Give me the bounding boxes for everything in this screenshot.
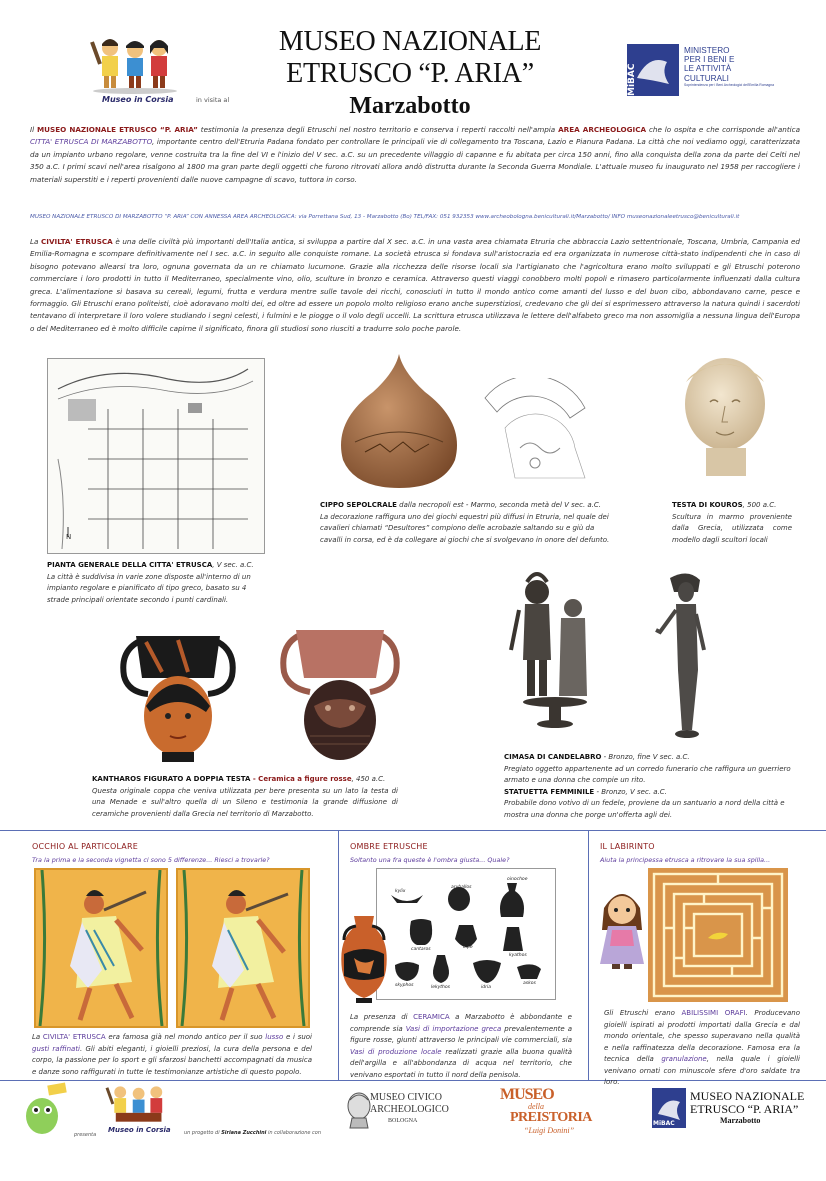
project-credit-suffix: in collaborazione con <box>266 1130 322 1136</box>
vase-shadow[interactable] <box>517 964 541 979</box>
vase-shadow[interactable] <box>455 925 477 947</box>
mibac-badge-text: MiBAC <box>627 63 637 96</box>
game3-text-part: . Producevano gioielli ispirati ai prodotti importati dalla Grecia e dal mondo orientale, che spesso superavano nella qualità e nella raffinatezza della decorazione. Famosa era la tecnica della <box>604 1009 800 1063</box>
game2-text-part: La presenza di <box>350 1013 414 1021</box>
kantharos-sileno-photo <box>280 626 400 766</box>
etruscan-dancer-icon <box>178 870 308 1026</box>
ministry-name <box>684 46 804 88</box>
intro-museum-name: MUSEO NAZIONALE ETRUSCO “P. ARIA” <box>37 125 198 134</box>
game2-text-part: prevalentemente a figure rosse, giunti attraverso le principali vie commerciali, sia <box>350 1024 572 1044</box>
shadow-label-olpe: olpe <box>463 945 473 950</box>
preistoria-line1: MUSEO <box>500 1086 554 1103</box>
civico-line2: ARCHEOLOGICO <box>370 1104 449 1115</box>
project-author: Siriana Zucchini <box>221 1130 267 1136</box>
shadow-label-idria: idria <box>481 985 491 990</box>
footer-museo-corsia-logo <box>104 1080 174 1142</box>
game2-title: OMBRE ETRUSCHE <box>350 842 428 851</box>
kantharos-sileno-icon <box>280 626 400 766</box>
civico-line3: BOLOGNA <box>388 1118 418 1124</box>
cippo-text: La decorazione raffigura uno dei giochi equestri più diffusi in Etruria, nel quale dei cavalieri chiamati “Desultores” compiono delle acrobazie saltando su e giù da cavalli in corsa, ed è da collegare ai giochi che si svolgevano in onore del defunto. <box>320 512 610 544</box>
kouros-date: , 500 a.C. <box>742 501 777 509</box>
children-illustration-icon <box>104 1080 174 1128</box>
game1-text-part: e i suoi <box>283 1033 313 1041</box>
intro-citta-etrusca: CITTA' ETRUSCA DI MARZABOTTO <box>30 137 153 147</box>
pianta-title: PIANTA GENERALE DELLA CITTA' ETRUSCA <box>47 561 213 569</box>
shadow-label-oinochoe: oinochoe <box>507 877 528 882</box>
maze-grid-icon <box>648 868 788 1002</box>
amphora-icon <box>336 914 392 1004</box>
in-visita-label: in visita al <box>196 96 230 104</box>
game1-civilta: CIVILTA' ETRUSCA <box>42 1033 106 1041</box>
page-title-line2: ETRUSCO “P. ARIA” <box>286 58 534 89</box>
game2-vasi-greci: Vasi di importazione greca <box>405 1024 502 1033</box>
footer-name-line3: Marzabotto <box>720 1116 761 1125</box>
kantharos-text: Questa originale coppa che veniva utilizzata per bere presenta su un lato la testa di una Menade e sull'altro quella di un Sileno e testimonia la grande diffusione di ceramiche provenienti dalla Grecia nel territorio di Marzabotto. <box>92 786 398 818</box>
civico-line1: MUSEO CIVICO <box>370 1092 442 1103</box>
intro-text: Il <box>30 125 38 134</box>
footer-name-line2: ETRUSCO “P. ARIA” <box>690 1102 799 1116</box>
ministry-line4: CULTURALI <box>684 73 729 83</box>
green-mascot-icon <box>18 1082 68 1138</box>
preistoria-line4: “Luigi Donini” <box>524 1126 575 1135</box>
pianta-caption <box>47 560 269 606</box>
maze[interactable] <box>648 868 788 1002</box>
museo-civico-logo <box>344 1090 449 1140</box>
game3-text <box>604 1008 800 1089</box>
civilta-text: La <box>30 237 42 246</box>
ministry-line1: MINISTERO <box>684 46 730 55</box>
kouros-caption <box>672 500 792 546</box>
statuetta-title: STATUETTA FEMMINILE <box>504 787 595 796</box>
game3-granulazione: granulazione <box>661 1055 707 1063</box>
footer-mibac-logo <box>652 1088 686 1128</box>
game2-text-part: realizzati grazie alla buona qualità dell'argilla e all'abbondanza di acqua nel territorio, che venivano esportati in tutto il nord della penisola. <box>350 1047 572 1079</box>
civilta-paragraph <box>30 236 800 335</box>
game3-text-part: , nella quale i gioielli venivano ornati con minuscole sfere d'oro saldate tra loro. <box>604 1055 800 1086</box>
museum-info-line: MUSEO NAZIONALE ETRUSCO DI MARZABOTTO “P. ARIA” CON ANNESSA AREA ARCHEOLOGICA: via Porrettana Sud, 13 - Marzabotto (Bo) TEL/FAX: 051 932353 www.archeobologna.beniculturali.it/Marzabotto/ INFO museonazionaleetrusco@beniculturali.it <box>30 214 740 220</box>
banana-brooch-icon <box>708 933 728 940</box>
cimasa-photo <box>505 570 605 730</box>
page-subtitle: Marzabotto <box>349 93 471 119</box>
shadow-label-askos: askos <box>523 981 536 986</box>
project-credit-prefix: un progetto di <box>184 1130 222 1136</box>
intro-paragraph <box>30 124 800 186</box>
kouros-title: TESTA DI KOUROS <box>672 501 743 509</box>
statuetta-femminile-icon <box>648 570 718 740</box>
cippo-sepolcrale-icon <box>325 352 473 490</box>
game3-text-part: Gli Etruschi erano <box>604 1009 682 1017</box>
museo-in-corsia-logo <box>88 34 183 106</box>
ministry-line3: LE ATTIVITÀ <box>684 64 732 74</box>
column-divider <box>588 830 589 1080</box>
shadows-panel <box>376 868 556 1000</box>
etruscan-princess-icon <box>594 884 650 970</box>
preistoria-line3: PREISTORIA <box>510 1110 592 1125</box>
game1-text-part: era famosa già nel mondo antico per il suo <box>105 1033 266 1041</box>
footer-brand-caption: Museo in Corsia <box>108 1126 171 1134</box>
cimasa-statuetta-caption <box>504 752 794 821</box>
statuetta-photo <box>648 570 718 740</box>
footer-name-line1: MUSEO NAZIONALE <box>690 1089 805 1103</box>
vase-shadow[interactable] <box>448 887 470 911</box>
statuetta-text: Probabile dono votivo di un fedele, proviene da un santuario a nord della città e mostra una donna che porge un'offerta agli dei. <box>504 799 785 819</box>
game1-text <box>32 1032 312 1078</box>
kouros-text: Scultura in marmo proveniente dalla Grecia, utilizzata come modello dagli scultori locali <box>672 512 792 544</box>
intro-text: , importante centro dell'Etruria Padana fondato per controllare le principali vie di collegamento tra Toscana, Lazio e Pianura Padana. La città che noi vediamo oggi, caratterizzata da un impianto urbano regolare, venne costruita tra la fine del VI e l'inizio del V sec. a.C. su un precedente villaggio di capanne e fu abitata per circa 150 anni, fino alla conquista della zona da parte dei Celti nel 350 a.C. I primi scavi nell'area risalgono al 1800 ma gran parte degli oggetti che furono ritrovati allora andò distrutta durante la Seconda Guerra Mondiale. L'attuale museo fu inaugurato nel 1958 per raccogliere i materiali superstiti e i reperti provenienti dalle nuove campagne di scavo, tuttora in corso. <box>30 137 801 184</box>
cimasa-date: - Bronzo, fine V sec. a.C. <box>601 753 690 761</box>
shadow-label-skyphos: skyphos <box>395 983 414 988</box>
pianta-date: , V sec. a.C. <box>212 561 254 569</box>
cimasa-title: CIMASA DI CANDELABRO <box>504 753 602 761</box>
shadow-label-kylix: kylix <box>395 889 406 894</box>
shadow-label-lekythos: lekythos <box>431 985 451 990</box>
page-title-line1: MUSEO NAZIONALE <box>278 26 542 57</box>
section-divider <box>0 830 826 831</box>
game2-text-part: a Marzabotto è abbondante e comprende sia <box>350 1013 572 1033</box>
presenta-label: presenta <box>74 1132 97 1138</box>
game2-vasi-locali: Vasi di produzione locale <box>350 1047 442 1056</box>
cippo-decoration-drawing-icon <box>475 378 593 488</box>
ministry-line2: PER I BENI E <box>684 55 735 65</box>
intro-text: testimonia la presenza degli Etruschi nel nostro territorio e conserva i reperti raccolti nell'ampia <box>197 125 559 134</box>
spot-difference-image-right[interactable] <box>176 868 310 1028</box>
game3-subtitle: Aiuta la principessa etrusca a ritrovare la sua spilla... <box>600 856 771 864</box>
game1-text-part: . Gli abiti eleganti, i gioielli preziosi, la cura della persona e del corpo, la passione per lo sport e gli sfarzosi banchetti accompagnati da musica e danze sono raffigurati in tutte le testimonianze artistiche di questo popolo. <box>32 1044 312 1076</box>
shadow-label-aryballos: aryballos <box>451 885 472 890</box>
cimasa-text: Pregiato oggetto appartenente ad un corredo funerario che raffigura un guerriero armato e una donna che compie un rito. <box>504 764 791 784</box>
princess-illustration <box>594 884 650 970</box>
city-plan-map <box>47 358 265 554</box>
children-illustration-icon <box>88 34 183 94</box>
game1-gusti: gusti raffinati <box>32 1044 81 1053</box>
vase-shadow[interactable] <box>391 895 423 903</box>
kouros-photo <box>676 352 774 480</box>
pianta-text: La città è suddivisa in varie zone disposte all'interno di un impianto regolare e pianificato di tipo greco, basato su 4 strade principali orientate secondo i punti cardinali. <box>47 572 251 604</box>
kantharos-date: , 450 a.C. <box>351 775 386 783</box>
intro-area-archeologica: AREA ARCHEOLOGICA <box>558 125 647 134</box>
red-figure-amphora <box>336 914 392 1004</box>
footer-mibac-text: MiBAC <box>653 1120 675 1127</box>
brand-caption: Museo in Corsia <box>102 95 174 104</box>
museo-preistoria-logo <box>498 1086 610 1142</box>
etruscan-dancer-icon <box>36 870 166 1026</box>
vase-shadow[interactable] <box>433 955 449 983</box>
shadow-label-kyathos: kyathos <box>509 953 527 958</box>
game2-subtitle: Soltanto una fra queste è l'ombra giusta... Quale? <box>350 856 510 864</box>
cippo-date: dalla necropoli est - Marmo, seconda metà del V sec. a.C. <box>396 501 602 509</box>
mibac-logo <box>627 44 679 96</box>
cippo-drawing <box>475 378 593 488</box>
cippo-caption <box>320 500 610 546</box>
game2-text <box>350 1012 572 1081</box>
statuetta-date: - Bronzo, V sec. a.C. <box>594 787 667 796</box>
kantharos-title: KANTHAROS FIGURATO A DOPPIA TESTA <box>92 775 251 783</box>
vase-shadow[interactable] <box>500 883 524 917</box>
game3-title: IL LABIRINTO <box>600 842 655 851</box>
vase-shadow[interactable] <box>473 960 501 983</box>
cimasa-candelabro-icon <box>505 570 605 730</box>
footer-museum-name <box>690 1090 810 1125</box>
game2-ceramica: CERAMICA <box>413 1013 450 1021</box>
civilta-heading: CIVILTA' ETRUSCA <box>41 237 113 246</box>
kouros-head-icon <box>676 352 774 480</box>
cippo-title: CIPPO SEPOLCRALE <box>320 501 397 509</box>
game1-lusso: lusso <box>265 1033 284 1041</box>
vase-shadow[interactable] <box>395 962 419 981</box>
vase-shadow[interactable] <box>410 919 432 945</box>
game1-text-part: La <box>32 1033 43 1041</box>
map-icon <box>48 359 264 553</box>
vase-shadow[interactable] <box>503 927 523 951</box>
kantharos-menade-photo <box>118 632 238 764</box>
ministry-subline: Soprintendenza per i Beni Archeologici dell'Emilia Romagna <box>684 82 774 87</box>
kantharos-caption <box>92 774 398 820</box>
game3-orafi: ABILISSIMI ORAFI <box>681 1009 746 1017</box>
preistoria-line2: della <box>528 1102 544 1111</box>
spot-difference-image-left[interactable] <box>34 868 168 1028</box>
intro-text: che lo ospita e che corrisponde all'antica <box>646 125 800 134</box>
kantharos-menade-icon <box>118 632 238 764</box>
cippo-photo <box>325 352 473 490</box>
sponsor-mascot-logo <box>18 1082 68 1138</box>
svg-text:N: N <box>66 533 72 541</box>
game1-subtitle: Tra la prima e la seconda vignetta ci sono 5 differenze... Riesci a trovarle? <box>32 856 270 864</box>
shadow-label-cantaros: cantaros <box>411 947 431 952</box>
kantharos-subtitle: - Ceramica a figure rosse <box>250 775 352 783</box>
civilta-text: è una delle civiltà più importanti dell'Italia antica, si sviluppa a partire dal X sec. a.C. in una vasta area chiamata Etruria che abbraccia Lazio settentrionale, Toscana, Umbria, Campania ed Emilia-Romagna e scompare definitivamente nel I sec. a.C. in seguito alle conquiste romane. La società etrusca si fondava sull'aristocrazia ed era organizzata in numerose città-stato indipendenti che in caso di bisogno potevano allearsi tra loro, ognuna governata da un re chiamato lucumone. Grazie alla ricchezza delle risorse locali sia l'artigianato che l'agricoltura erano molto sviluppati e gli Etruschi poterono commerciare i loro prodotti in tutto il Mediterraneo, specialmente vino, olio, sculture in bronzo e ceramica. Attraverso questi viaggi conobbero molti popoli e rimasero particolarmente influenzati dalla cultura greca. L'alimentazione si basava su cereali, legumi, frutta e verdura mentre sulle tavole dei ricchi, conosciuti in tutto il mondo antico come amanti del lusso e del buon cibo, abbondavano carne, pesce e formaggio. Gli Etruschi erano politeisti, cioè adoravano molti dei, ed oltre ad essere un popolo molto religioso erano anche superstiziosi, credevano che gli dei si esprimessero attraverso la natura quindi i sacerdoti tentavano di interpretare il loro volere studiando i segni celesti, i fulmini e le piogge o il volo degli uccelli. La scrittura etrusca utilizzava le lettere dell'alfabeto greco ma non assomiglia a nessuna lingua dell'Europa o del Mediterraneo ed è molto difficile capirne il significato, finora gli studiosi sono riusciti a tradurre solo poche parole. <box>30 237 800 333</box>
game1-title: OCCHIO AL PARTICOLARE <box>32 842 138 851</box>
project-credit <box>184 1130 321 1136</box>
